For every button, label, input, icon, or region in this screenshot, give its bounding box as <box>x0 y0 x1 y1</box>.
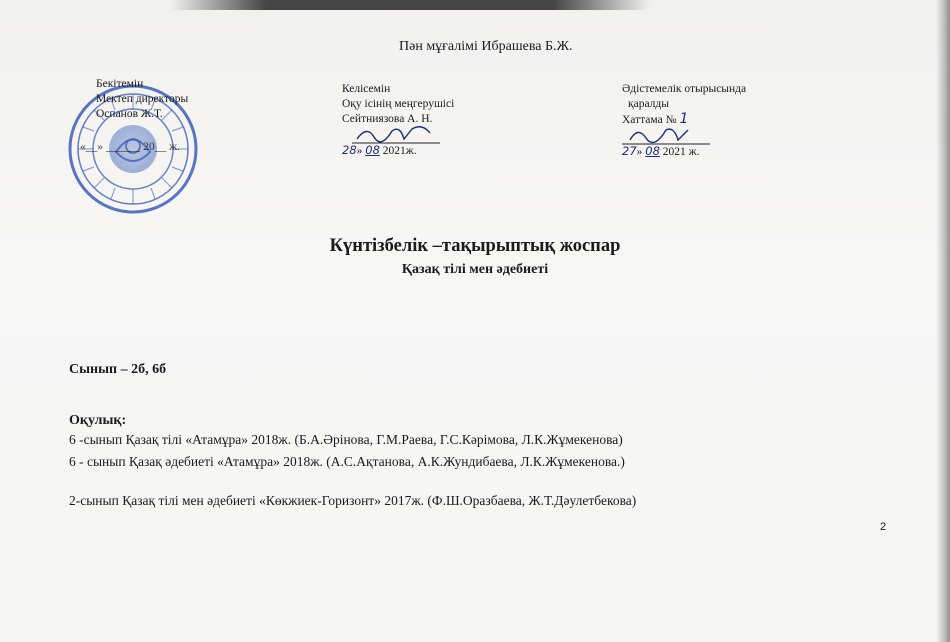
director-date: «__» ______ 20__ ж. <box>80 141 180 153</box>
page-edge-shadow <box>936 0 950 642</box>
deputy-date-day: 28 <box>342 143 357 157</box>
grade-line: Сынып – 2б, 6б <box>69 362 167 377</box>
textbooks-label: Оқулық: <box>69 413 127 428</box>
director-name: Оспанов Ж.Т. <box>96 108 163 120</box>
director-approval-block <box>80 77 189 155</box>
deputy-date: 28» 08 2021ж. <box>342 143 417 157</box>
page-number: 2 <box>880 521 887 533</box>
protocol-label: Хаттама № <box>622 114 677 126</box>
deputy-date-year: 2021ж. <box>382 145 417 157</box>
methodical-signature <box>622 128 746 142</box>
methodical-review-block <box>622 82 746 160</box>
textbook-item: 2-сынып Қазақ тілі мен әдебиеті «Көкжиек-Горизонт» 2017ж. (Ф.Ш.Оразбаева, Ж.Т.Дәулетбекова) <box>69 493 637 508</box>
director-title: Мектеп директоры <box>96 93 189 105</box>
deputy-signature-scribble <box>352 121 442 147</box>
deputy-title: Оқу ісінің меңгерушісі <box>342 98 455 110</box>
deputy-date-month: 08 <box>365 143 380 157</box>
document-title: Күнтізбелік –тақырыптық жоспар <box>329 236 621 256</box>
director-approve-label: Бекітемін <box>96 78 144 90</box>
protocol-number: 1 <box>679 111 689 127</box>
methodical-date-year: 2021 ж. <box>662 146 700 158</box>
textbook-item: 6 - сынып Қазақ әдебиеті «Атамұра» 2018ж. (А.С.Ақтанова, А.К.Жундибаева, Л.К.Жұмекенова.) <box>69 454 625 469</box>
deputy-agree-label: Келісемін <box>342 83 391 95</box>
scan-shadow <box>170 0 650 10</box>
deputy-signature <box>342 127 454 141</box>
methodical-date-month: 08 <box>645 144 660 158</box>
teacher-name: Пән мұғалімі Ибрашева Б.Ж. <box>399 39 573 54</box>
methodical-signature-scribble <box>622 122 712 148</box>
document-subtitle: Қазақ тілі мен әдебиеті <box>401 262 549 277</box>
deputy-approval-block <box>342 82 454 159</box>
textbook-item: 6 -сынып Қазақ тілі «Атамұра» 2018ж. (Б.А.Әрінова, Г.М.Раева, Г.С.Кәрімова, Л.К.Жұмекенова) <box>69 432 623 447</box>
deputy-name: Сейтниязова А. Н. <box>342 113 433 125</box>
methodical-date-day: 27 <box>622 144 637 158</box>
methodical-label: Әдістемелік отырысында <box>622 83 747 95</box>
methodical-date: 27» 08 2021 ж. <box>622 144 700 158</box>
methodical-reviewed: қаралды <box>628 98 669 110</box>
